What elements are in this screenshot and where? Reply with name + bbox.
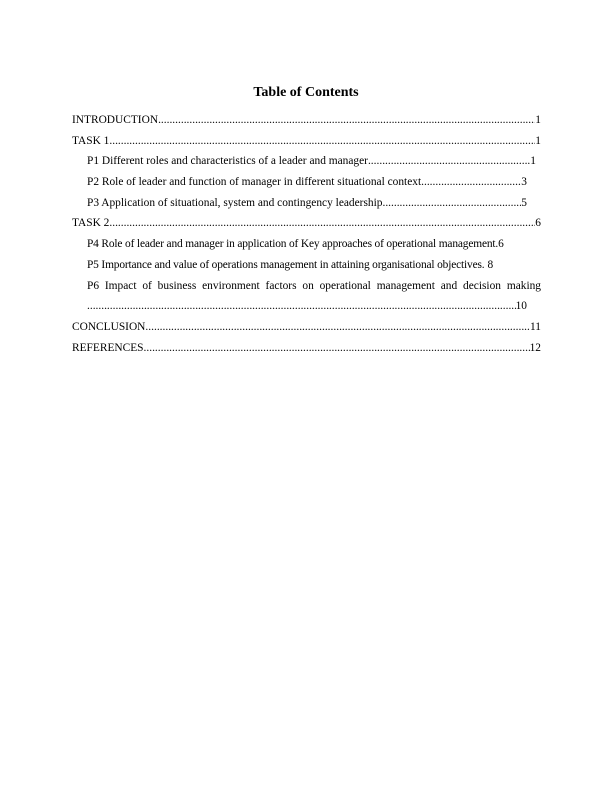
toc-leader-dots bbox=[382, 197, 521, 210]
toc-page-number: 6 bbox=[498, 238, 504, 251]
toc-page-number: 1 bbox=[535, 134, 541, 147]
toc-entry-label: P6 Impact of business environment factors on operational management and decision making bbox=[87, 279, 541, 292]
toc-entry-label: P1 Different roles and characteristics of a leader and manager bbox=[87, 155, 368, 168]
toc-page-number: 8 bbox=[487, 258, 494, 271]
toc-entry-introduction[interactable] bbox=[72, 114, 541, 135]
toc-entry-references[interactable] bbox=[72, 342, 541, 363]
toc-entry-p4[interactable] bbox=[72, 238, 541, 259]
toc-entry-p5[interactable] bbox=[72, 259, 541, 280]
toc-entry-p3[interactable] bbox=[72, 197, 527, 218]
toc-entry-label: P2 Role of leader and function of manager in different situational context. bbox=[87, 176, 424, 189]
toc-entry-label: P3 Application of situational, system and contingency leadership bbox=[87, 196, 383, 209]
toc-page-number: 6 bbox=[535, 217, 541, 230]
toc-leader-dots bbox=[144, 342, 530, 355]
toc-leader-dots bbox=[109, 217, 535, 230]
toc-leader-dots bbox=[87, 300, 516, 313]
toc-entry-p2[interactable] bbox=[72, 176, 527, 197]
toc-page-number: 11 bbox=[530, 320, 541, 333]
toc-leader-dots bbox=[158, 114, 535, 127]
toc-leader-dots bbox=[368, 155, 530, 168]
toc-entry-label: P5 Importance and value of operations management in attaining organisational objectives. bbox=[87, 258, 485, 271]
toc-entry-label: INTRODUCTION bbox=[72, 114, 159, 126]
toc-entry-conclusion[interactable] bbox=[72, 321, 541, 342]
toc-page-number: 3 bbox=[521, 176, 527, 189]
toc-page-number: 1 bbox=[535, 114, 541, 126]
toc-entry-p6[interactable] bbox=[72, 280, 541, 321]
toc-entry-label: TASK 2 bbox=[72, 217, 110, 230]
toc-page-number: 10 bbox=[515, 300, 527, 313]
toc-entry-p1[interactable] bbox=[72, 155, 536, 176]
toc-entry-task-2[interactable] bbox=[72, 217, 541, 238]
toc-entry-label: P4 Role of leader and manager in application of Key approaches of operational management. bbox=[87, 238, 499, 251]
toc-page-number: 1 bbox=[530, 155, 536, 168]
toc-leader-dots bbox=[109, 135, 535, 148]
toc-entry-continuation bbox=[87, 300, 527, 321]
table-of-contents bbox=[72, 114, 541, 362]
toc-page-number: 5 bbox=[521, 196, 527, 209]
toc-leader-dots bbox=[424, 176, 521, 189]
toc-entry-task-1[interactable] bbox=[72, 135, 541, 156]
toc-entry-label: TASK 1 bbox=[72, 134, 110, 147]
toc-entry-label: CONCLUSION bbox=[72, 320, 146, 333]
toc-leader-dots bbox=[145, 321, 530, 334]
toc-page-number: 12 bbox=[529, 341, 541, 354]
toc-entry-label: REFERENCES bbox=[72, 341, 144, 354]
toc-title: Table of Contents bbox=[253, 85, 359, 100]
